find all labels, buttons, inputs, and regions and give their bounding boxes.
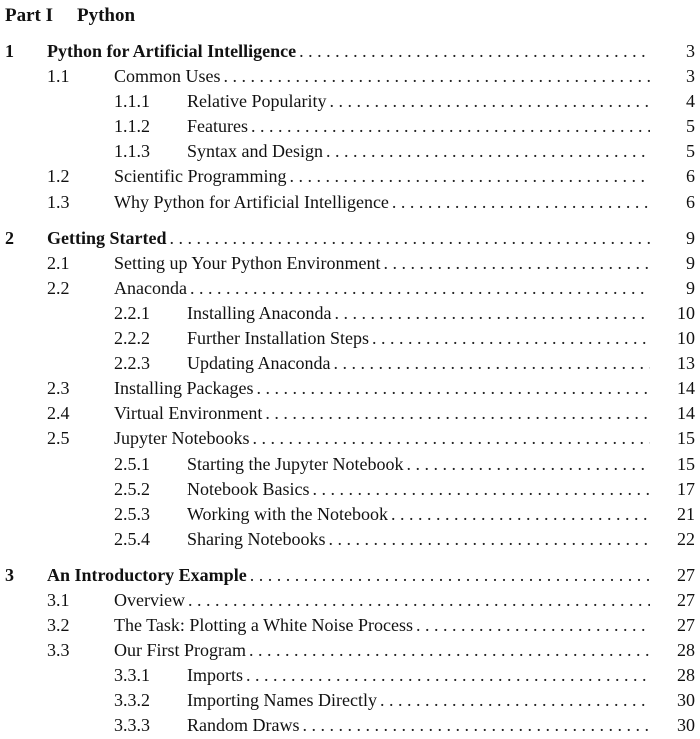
toc-entry-number: 3.3.3	[114, 715, 150, 736]
toc-entry-number: 1.3	[47, 191, 70, 212]
dot-leader	[331, 301, 650, 326]
toc-entry-title-wrap	[187, 502, 650, 527]
toc-entry-title-wrap	[187, 139, 650, 164]
dot-leader	[309, 477, 650, 502]
toc-entry-title: Syntax and Design	[187, 141, 323, 162]
toc-entry-page-number: 4	[686, 91, 695, 112]
toc-entry-title-wrap	[114, 426, 650, 451]
dot-leader	[377, 688, 650, 713]
toc-entry-number: 1.1	[47, 66, 70, 87]
toc-entry-title: Overview	[114, 589, 185, 610]
toc-subsection-entry[interactable]	[0, 477, 700, 502]
toc-subsection-entry[interactable]	[0, 351, 700, 376]
dot-leader	[389, 190, 650, 215]
toc-entry-number: 2.2	[47, 277, 70, 298]
toc-entry-number: 2	[5, 227, 14, 248]
dot-leader	[247, 563, 650, 588]
toc-section-entry[interactable]	[0, 251, 700, 276]
toc-entry-title-wrap	[187, 301, 650, 326]
toc-entry-page-number: 21	[677, 503, 695, 524]
toc-entry-page-number: 9	[686, 252, 695, 273]
dot-leader	[323, 139, 650, 164]
toc-entry-title-wrap	[114, 251, 650, 276]
dot-leader	[221, 64, 650, 89]
dot-leader	[246, 638, 650, 663]
toc-entry-page-number: 22	[677, 528, 695, 549]
toc-entry-page-number: 14	[677, 378, 695, 399]
toc-entry-number: 1.1.2	[114, 116, 150, 137]
dot-leader	[299, 713, 650, 738]
toc-entry-title: Jupyter Notebooks	[114, 428, 250, 449]
dot-leader	[326, 89, 650, 114]
toc-entry-title-wrap	[187, 89, 650, 114]
toc-subsection-entry[interactable]	[0, 452, 700, 477]
toc-entry-title-wrap	[187, 326, 650, 351]
toc-chapter-entry[interactable]	[0, 226, 700, 251]
dot-leader	[187, 276, 650, 301]
dot-leader	[166, 226, 650, 251]
toc-section-entry[interactable]	[0, 190, 700, 215]
dot-leader	[381, 251, 650, 276]
toc-entry-page-number: 3	[686, 66, 695, 87]
toc-entry-title: Sharing Notebooks	[187, 528, 326, 549]
toc-entry-title-wrap	[187, 713, 650, 738]
toc-section-entry[interactable]	[0, 588, 700, 613]
toc-section-entry[interactable]	[0, 401, 700, 426]
toc-entry-title-wrap	[187, 452, 650, 477]
toc-entry-title: Why Python for Artificial Intelligence	[114, 191, 389, 212]
toc-entry-number: 2.1	[47, 252, 70, 273]
toc-entry-title: Installing Anaconda	[187, 302, 332, 323]
toc-entry-title-wrap	[187, 114, 650, 139]
toc-section-entry[interactable]	[0, 638, 700, 663]
toc-entry-title: The Task: Plotting a White Noise Process	[114, 615, 414, 636]
toc-chapter-entry[interactable]	[0, 39, 700, 64]
toc-entry-page-number: 30	[677, 690, 695, 711]
toc-entry-number: 2.3	[47, 378, 70, 399]
toc-entry-number: 3.2	[47, 615, 70, 636]
toc-entry-page-number: 9	[686, 227, 695, 248]
toc-entry-number: 2.5	[47, 428, 70, 449]
toc-section-entry[interactable]	[0, 426, 700, 451]
toc-section-entry[interactable]	[0, 376, 700, 401]
toc-entry-title: Scientific Programming	[114, 166, 287, 187]
toc-subsection-entry[interactable]	[0, 688, 700, 713]
toc-entry-page-number: 5	[686, 141, 695, 162]
toc-entry-title-wrap	[114, 190, 650, 215]
dot-leader	[388, 502, 650, 527]
toc-entry-title: Features	[187, 116, 248, 137]
toc-entry-title: Python for Artificial Intelligence	[47, 41, 297, 61]
toc-entry-title: Anaconda	[114, 277, 187, 298]
toc-entry-title: Starting the Jupyter Notebook	[187, 453, 404, 474]
toc-entry-number: 2.2.2	[114, 328, 150, 349]
toc-entry-title: Relative Popularity	[187, 91, 327, 112]
toc-chapter-entry[interactable]	[0, 563, 700, 588]
toc-entry-title: An Introductory Example	[47, 564, 247, 585]
toc-entry-page-number: 13	[677, 353, 695, 374]
dot-leader	[243, 663, 650, 688]
toc-entry-title-wrap	[187, 477, 650, 502]
toc-entry-title: Importing Names Directly	[187, 690, 377, 711]
toc-subsection-entry[interactable]	[0, 326, 700, 351]
toc-entry-number: 3.3	[47, 640, 70, 661]
toc-entry-number: 3.3.1	[114, 665, 150, 686]
toc-entry-title-wrap	[114, 64, 650, 89]
toc-entry-title-wrap	[114, 276, 650, 301]
toc-entry-number: 2.5.3	[114, 503, 150, 524]
toc-entry-title-wrap	[47, 226, 650, 251]
toc-entry-page-number: 27	[677, 589, 695, 610]
toc-entry-number: 3.1	[47, 589, 70, 610]
toc-entry-page-number: 28	[677, 665, 695, 686]
toc-entry-page-number: 17	[677, 478, 695, 499]
toc-entry-title: Setting up Your Python Environment	[114, 252, 381, 273]
toc-entry-page-number: 30	[677, 715, 695, 736]
toc-entry-title-wrap	[114, 588, 650, 613]
toc-entry-title-wrap	[114, 164, 650, 189]
toc-entry-page-number: 3	[686, 41, 695, 61]
toc-section-entry[interactable]	[0, 276, 700, 301]
toc-entry-title-wrap	[114, 638, 650, 663]
toc-entry-title-wrap	[114, 401, 650, 426]
toc-entry-page-number: 15	[677, 428, 695, 449]
toc-entry-number: 2.5.4	[114, 528, 150, 549]
dot-leader	[253, 376, 650, 401]
toc-subsection-entry[interactable]	[0, 713, 700, 738]
toc-subsection-entry[interactable]	[0, 89, 700, 114]
toc-section-entry[interactable]	[0, 164, 700, 189]
toc-entry-title: Imports	[187, 665, 243, 686]
toc-entry-number: 1.2	[47, 166, 70, 187]
toc-entry-title: Getting Started	[47, 227, 167, 248]
dot-leader	[326, 527, 651, 552]
toc-entry-page-number: 9	[686, 277, 695, 298]
dot-leader	[286, 164, 650, 189]
toc-entry-page-number: 15	[677, 453, 695, 474]
toc-entry-number: 2.2.3	[114, 353, 150, 374]
toc-entry-page-number: 6	[686, 166, 695, 187]
toc-entry-page-number: 10	[677, 302, 695, 323]
toc-entry-number: 3	[5, 564, 14, 585]
toc-subsection-entry[interactable]	[0, 301, 700, 326]
dot-leader	[413, 613, 650, 638]
toc-entry-page-number: 6	[686, 191, 695, 212]
dot-leader	[249, 426, 650, 451]
dot-leader	[369, 326, 650, 351]
dot-leader	[296, 39, 650, 64]
toc-entry-title-wrap	[187, 527, 650, 552]
toc-entry-title: Notebook Basics	[187, 478, 310, 499]
toc-entry-title-wrap	[114, 376, 650, 401]
toc-section-entry[interactable]	[0, 64, 700, 89]
toc-entry-page-number: 27	[677, 564, 695, 585]
dot-leader	[185, 588, 650, 613]
dot-leader	[330, 351, 650, 376]
toc-entry-title: Our First Program	[114, 640, 246, 661]
toc-entry-number: 3.3.2	[114, 690, 150, 711]
toc-entry-number: 2.5.1	[114, 453, 150, 474]
toc-entry-title: Virtual Environment	[114, 403, 263, 424]
toc-subsection-entry[interactable]	[0, 114, 700, 139]
toc-entry-title-wrap	[47, 39, 650, 64]
toc-entry-number: 2.2.1	[114, 302, 150, 323]
toc-section-entry[interactable]	[0, 613, 700, 638]
part-heading	[5, 4, 135, 28]
toc-entry-title-wrap	[187, 688, 650, 713]
toc-entry-page-number: 5	[686, 116, 695, 137]
toc-entry-number: 2.4	[47, 403, 70, 424]
toc-entry-number: 1.1.1	[114, 91, 150, 112]
toc-entry-title: Working with the Notebook	[187, 503, 389, 524]
toc-entry-number: 1	[5, 41, 14, 61]
toc-entry-title-wrap	[187, 663, 650, 688]
toc-entry-page-number: 27	[677, 615, 695, 636]
toc-entry-page-number: 28	[677, 640, 695, 661]
toc-subsection-entry[interactable]	[0, 663, 700, 688]
dot-leader	[403, 452, 650, 477]
table-of-contents	[0, 39, 700, 739]
toc-entry-page-number: 10	[677, 328, 695, 349]
toc-entry-title: Updating Anaconda	[187, 353, 331, 374]
toc-entry-number: 1.1.3	[114, 141, 150, 162]
toc-entry-title-wrap	[187, 351, 650, 376]
toc-entry-title: Further Installation Steps	[187, 328, 369, 349]
toc-entry-page-number: 14	[677, 403, 695, 424]
dot-leader	[262, 401, 650, 426]
part-label: Part I	[5, 5, 54, 26]
toc-entry-title: Installing Packages	[114, 378, 254, 399]
part-title: Python	[77, 5, 136, 26]
dot-leader	[248, 114, 650, 139]
toc-subsection-entry[interactable]	[0, 502, 700, 527]
toc-entry-title: Common Uses	[114, 66, 221, 87]
toc-entry-number: 2.5.2	[114, 478, 150, 499]
toc-entry-title: Random Draws	[187, 715, 300, 736]
toc-entry-title-wrap	[47, 563, 650, 588]
toc-entry-title-wrap	[114, 613, 650, 638]
toc-subsection-entry[interactable]	[0, 139, 700, 164]
toc-subsection-entry[interactable]	[0, 527, 700, 552]
